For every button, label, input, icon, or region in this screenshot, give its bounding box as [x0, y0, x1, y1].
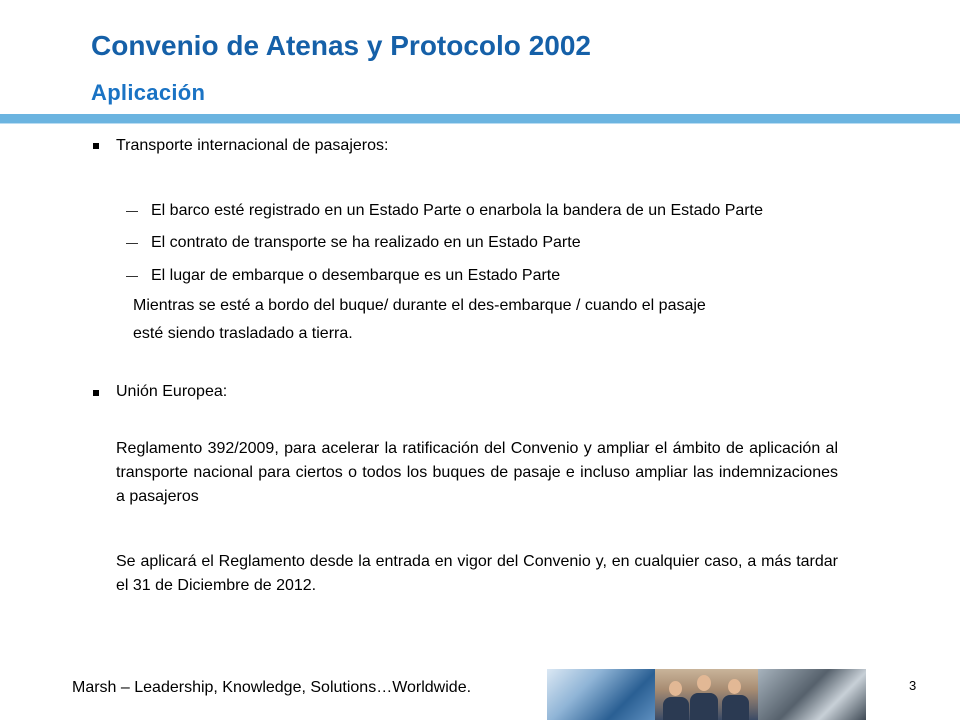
- section2-paragraph-2: Se aplicará el Reglamento desde la entrada en vigor del Convenio y, en cualquier caso, a más tardar el 31 de Diciembre de 2012.: [116, 553, 838, 594]
- header-rule: [0, 114, 960, 123]
- section2-paragraph-1: Reglamento 392/2009, para acelerar la ratificación del Convenio y ampliar el ámbito de aplicación al transporte nacional para ciertos o todos los buques de pasaje e incluso ampliar las indemnizaciones a pasajeros: [116, 440, 838, 505]
- section1-item: El barco esté registrado en un Estado Parte o enarbola la bandera de un Estado Parte: [151, 202, 763, 219]
- section1-heading: Transporte internacional de pasajeros:: [116, 137, 389, 154]
- globe-network-image: [547, 669, 655, 720]
- header-rule-shadow: [0, 123, 960, 124]
- page-number: 3: [909, 678, 917, 693]
- dash-bullet-icon: [126, 243, 138, 244]
- section2-heading: Unión Europea:: [116, 383, 228, 400]
- dash-bullet-icon: [126, 211, 138, 212]
- bullet-square-icon: [93, 390, 99, 396]
- bullet-square-icon: [93, 143, 99, 149]
- footer-tagline: Marsh – Leadership, Knowledge, Solutions…Worldwide.: [72, 679, 472, 696]
- dash-bullet-icon: [126, 276, 138, 277]
- section1-note-line2: esté siendo trasladado a tierra.: [133, 325, 353, 342]
- slide-subtitle: Aplicación: [91, 80, 206, 105]
- footer-photo-banner: [547, 669, 866, 720]
- business-people-image: [655, 669, 758, 720]
- puzzle-pieces-image: [758, 669, 866, 720]
- slide-title: Convenio de Atenas y Protocolo 2002: [91, 30, 591, 61]
- section1-note-line1: Mientras se esté a bordo del buque/ durante el des-embarque / cuando el pasaje: [133, 297, 706, 314]
- section1-item: El contrato de transporte se ha realizado en un Estado Parte: [151, 234, 581, 251]
- section1-item: El lugar de embarque o desembarque es un Estado Parte: [151, 267, 561, 284]
